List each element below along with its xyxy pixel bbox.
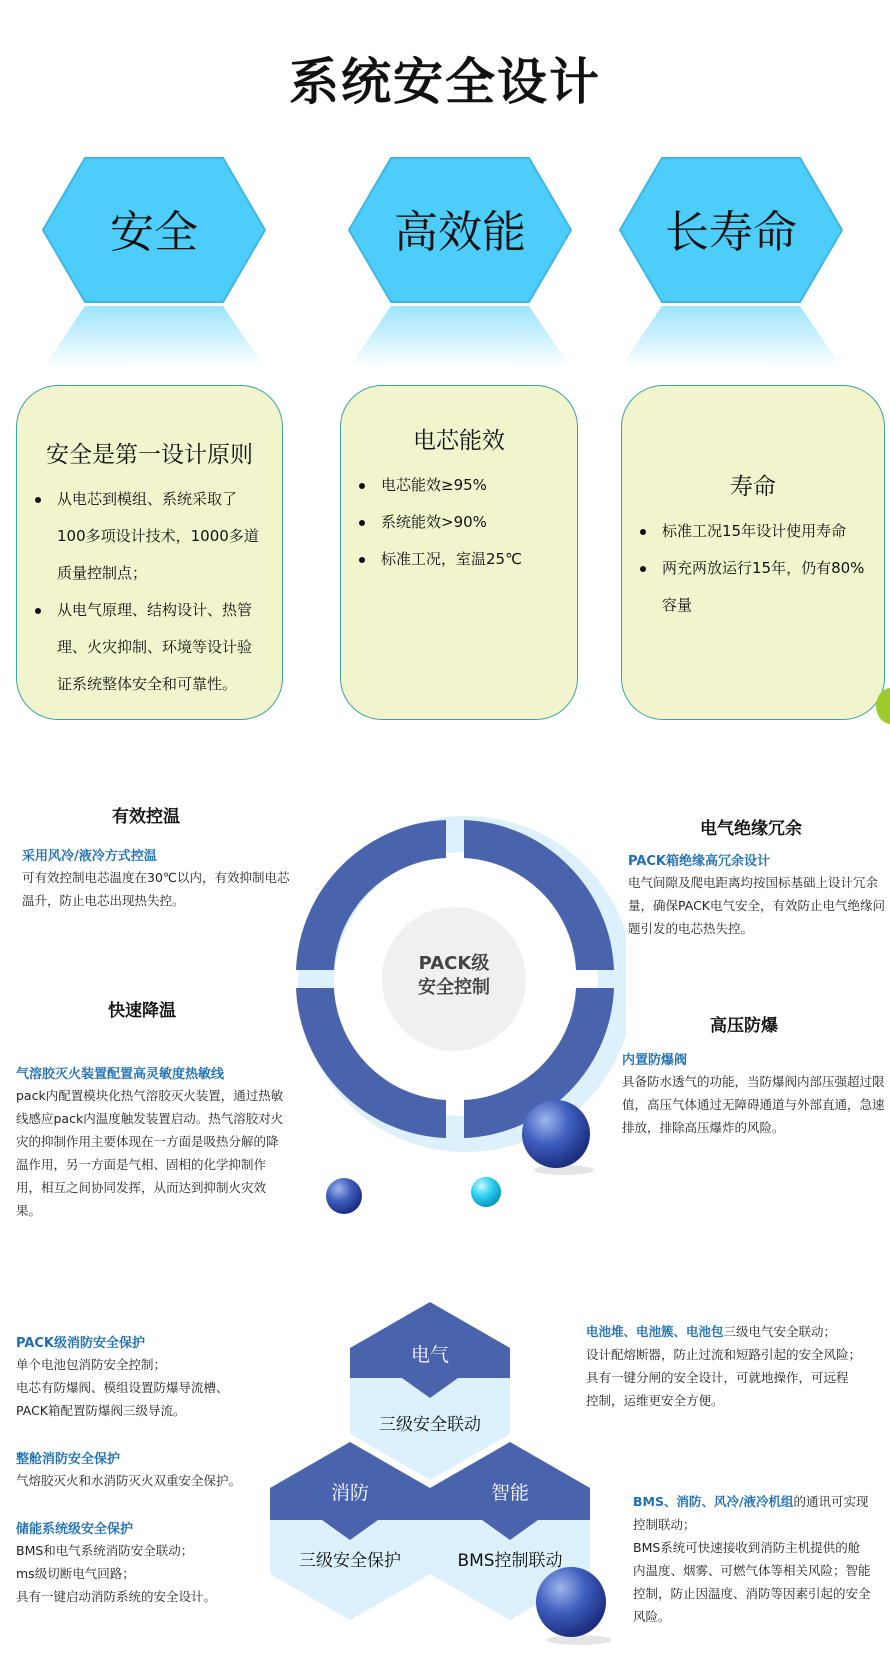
pillar-longevity [618, 156, 844, 368]
note-text [16, 1539, 276, 1608]
card-title: 寿命 [730, 474, 776, 500]
card-safety [16, 385, 283, 720]
ring-center-label [374, 952, 534, 1000]
note-line: 风险。 [633, 1609, 671, 1624]
pillar-label: 高效能 [394, 207, 526, 258]
note-text [16, 1469, 276, 1492]
section-subheading: 气溶胶灭火装置配置高灵敏度热敏线 [16, 1067, 225, 1082]
section-subheading: PACK箱绝缘高冗余设计 [628, 854, 771, 869]
sphere-decoration [324, 1176, 368, 1220]
note-rest: 三级电气安全联动； [723, 1324, 837, 1339]
note-line: 电芯有防爆阀、模组设置防爆导流槽、 [16, 1380, 229, 1395]
sphere-decoration [533, 1564, 617, 1648]
list-item: 电芯能效≥95% [381, 467, 577, 504]
section-subheading: 采用风冷/液冷方式控温 [22, 849, 157, 864]
card-title: 安全是第一设计原则 [46, 442, 253, 468]
section-text: pack内配置模块化热气溶胶灭火装置，通过热敏线感应pack内温度触发装置启动。热气溶胶对火灾的抑制作用主要体现在一方面是吸热分解的降温作用，另一方面是气相、固相的化学抑制作用，相互之间协同发挥，从而达到抑制火灾效果。 [16, 1088, 284, 1218]
note-text [586, 1320, 886, 1412]
pillar-label: 安全 [110, 207, 198, 258]
ring-center-line: PACK级 [418, 953, 490, 974]
note-line: 控制，防止因温度、消防等因素引起的安全 [633, 1586, 871, 1601]
note-heading: 储能系统级安全保护 [16, 1522, 134, 1537]
note-heading: 整舱消防安全保护 [16, 1452, 121, 1467]
hex-tag-smart: 智能 [490, 1482, 529, 1504]
hex-caption-smart: BMS控制联动 [457, 1551, 563, 1571]
section-heading: 电气绝缘冗余 [700, 819, 802, 839]
note-line: 具有一键分闸的安全设计，可就地操作，可远程 [586, 1370, 849, 1385]
list-item: 从电气原理、结构设计、热管理、火灾抑制、环境等设计验证系统整体安全和可靠性。 [57, 592, 264, 703]
list-item: 从电芯到模组、系统采取了100多项设计技术，1000多道质量控制点； [57, 481, 264, 592]
note-line: BMS系统可快速接收到消防主机提供的舱 [633, 1540, 861, 1555]
note-highlight: 电池堆、电池簇、电池包 [586, 1324, 724, 1339]
hex-caption-fire: 三级安全保护 [299, 1551, 401, 1571]
list-item: 标准工况，室温25℃ [381, 541, 577, 578]
list-item: 标准工况15年设计使用寿命 [662, 513, 870, 550]
list-item: 系统能效>90% [381, 504, 577, 541]
note-line: BMS和电气系统消防安全联动； [16, 1543, 194, 1558]
note-heading: PACK级消防安全保护 [16, 1336, 146, 1351]
section-heading: 有效控温 [112, 807, 180, 827]
note-line: 具有一键启动消防系统的安全设计。 [16, 1589, 217, 1604]
note-line [633, 1490, 890, 1513]
card-efficiency [340, 385, 578, 720]
section-text: 可有效控制电芯温度在30℃以内，有效抑制电芯温升，防止电芯出现热失控。 [22, 870, 290, 908]
sphere-decoration [470, 1176, 506, 1212]
card-title: 电芯能效 [413, 428, 505, 454]
note-line [586, 1320, 886, 1343]
note-line: 单个电池包消防安全控制； [16, 1357, 167, 1372]
card-list [17, 481, 282, 703]
card-list [341, 467, 577, 578]
note-line: ms级切断电气回路； [16, 1566, 135, 1581]
note-line: 气熔胶灭火和水消防灭火双重安全保护。 [16, 1473, 242, 1488]
note-line: 控制，运维更安全方便。 [586, 1393, 724, 1408]
section-text: 电气间隙及爬电距离均按国标基础上设计冗余量，确保PACK电气安全，有效防止电气绝缘问题引发的电芯热失控。 [628, 875, 885, 936]
hex-tag-fire: 消防 [330, 1482, 369, 1504]
section-subheading: 内置防爆阀 [622, 1053, 688, 1068]
note-line: 设计配熔断器，防止过流和短路引起的安全风险； [586, 1347, 862, 1362]
pillar-efficiency [347, 156, 573, 368]
list-item: 两充两放运行15年，仍有80%容量 [662, 550, 870, 624]
note-line: PACK箱配置防爆阀三级导流。 [16, 1403, 186, 1418]
hexagon-shape [618, 156, 844, 368]
note-text [16, 1353, 276, 1422]
ring-center-line: 安全控制 [418, 977, 490, 998]
hex-tag-electrical: 电气 [410, 1344, 449, 1366]
note-text [633, 1490, 890, 1628]
section-text: 具备防水透气的功能，当防爆阀内部压强超过限值，高压气体通过无障碍通道与外部直通，急速排放，排除高压爆炸的风险。 [622, 1074, 885, 1135]
note-rest: 的通讯可实现 [793, 1494, 869, 1509]
note-highlight: BMS、消防、风冷/液冷机组 [633, 1494, 794, 1509]
card-lifespan [621, 385, 885, 720]
note-line: 内温度、烟雾、可燃气体等相关风险；智能 [633, 1563, 871, 1578]
hexagon-shape [41, 156, 267, 368]
card-list [622, 513, 884, 624]
pillar-label: 长寿命 [665, 207, 797, 258]
section-heading: 快速降温 [108, 1001, 176, 1021]
hexagon-shape [347, 156, 573, 368]
pillar-safety [41, 156, 267, 368]
hex-caption-electrical: 三级安全联动 [379, 1415, 481, 1435]
sphere-decoration [520, 1098, 600, 1178]
section-heading: 高压防爆 [710, 1016, 778, 1036]
note-line: 控制联动； [633, 1517, 696, 1532]
page-title: 系统安全设计 [289, 53, 601, 111]
